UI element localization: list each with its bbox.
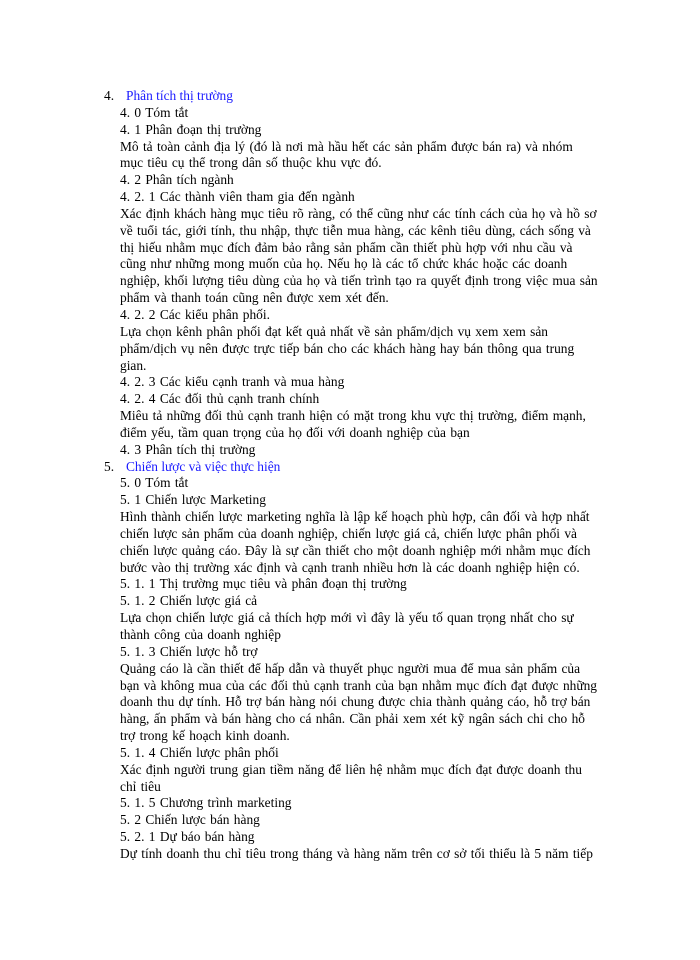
subheading: 5. 1. 5 Chương trình marketing	[120, 795, 292, 811]
paragraph: Mô tả toàn cảnh địa lý (đó là nơi mà hầu hết các sản phẩm được bán ra) và nhóm mục tiêu cụ thể trong dân số thuộc khu vực đó.	[120, 138, 573, 171]
subheading: 4. 2. 2 Các kiểu phân phối.	[120, 306, 270, 322]
section-heading-5	[104, 459, 604, 476]
subheading: 4. 2. 1 Các thành viên tham gia đến ngành	[120, 189, 355, 205]
subheading: 4. 2. 3 Các kiểu cạnh tranh và mua hàng	[120, 374, 345, 390]
subheading: 5. 2. 1 Dự báo bán hàng	[120, 829, 255, 845]
subheading: 4. 2. 4 Các đối thủ cạnh tranh chính	[120, 391, 320, 407]
paragraph: Dự tính doanh thu chỉ tiêu trong tháng và hàng năm trên cơ sở tối thiểu là 5 năm tiếp	[120, 845, 593, 861]
subheading: 4. 3 Phân tích thị trường	[120, 441, 256, 457]
paragraph: Lựa chọn kênh phân phối đạt kết quả nhất về sản phẩm/dịch vụ xem xem sản phẩm/dịch vụ nên được trực tiếp bán cho các khách hàng hay bán thông qua trung gian.	[120, 323, 575, 373]
section-title: Chiến lược và việc thực hiện	[126, 458, 281, 474]
subheading: 5. 1 Chiến lược Marketing	[120, 492, 266, 508]
paragraph: Xác định khách hàng mục tiêu rõ ràng, có thể cũng như các tính cách của họ và hồ sơ về tuổi tác, giới tính, thu nhập, thực tiễn mua hàng, các kênh tiêu dùng, cách sống và thị hiếu nhằm mục đích đảm bảo rằng sản phẩm cần thiết phù hợp với nhu cầu và cũng như những mong muốn của họ. Nếu họ là các tổ chức khác hoặc các doanh nghiệp, khối lượng tiêu dùng của họ và tiến trình tạo ra quyết định trong việc mua sản phẩm và thanh toán cũng nên được xem xét đến.	[120, 205, 598, 306]
paragraph: Miêu tả những đối thủ cạnh tranh hiện có mặt trong khu vực thị trường, điểm mạnh, điểm yếu, tầm quan trọng của họ đối với doanh nghiệp của bạn	[120, 408, 586, 440]
subheading: 5. 1. 4 Chiến lược phân phối	[120, 744, 279, 760]
subheading: 5. 1. 2 Chiến lược giá cả	[120, 593, 258, 609]
subheading: 4. 0 Tóm tắt	[120, 104, 189, 120]
subheading: 5. 2 Chiến lược bán hàng	[120, 812, 260, 828]
section-heading-4	[104, 88, 604, 105]
subheading: 5. 0 Tóm tắt	[120, 475, 189, 491]
paragraph: Lựa chọn chiến lược giá cả thích hợp mới vì đây là yếu tố quan trọng nhất cho sự thành công của doanh nghiệp	[120, 610, 574, 642]
section-title: Phân tích thị trường	[126, 88, 233, 103]
subheading: 5. 1. 1 Thị trường mục tiêu và phân đoạn thị trường	[120, 576, 407, 592]
subheading: 4. 2 Phân tích ngành	[120, 172, 234, 188]
paragraph: Xác định người trung gian tiềm năng để liên hệ nhằm mục đích đạt được doanh thu chỉ tiêu	[120, 761, 582, 794]
section-number: 4.	[104, 88, 115, 103]
section-number: 5.	[104, 458, 115, 474]
paragraph: Hình thành chiến lược marketing nghĩa là lập kế hoạch phù hợp, cân đối và hợp nhất chiến lược sản phẩm của doanh nghiệp, chiến lược giá cả, chiến lược phân phối và chiến lược quảng cáo. Đây là sự cần thiết cho một doanh nghiệp mới nhằm mục đích bước vào thị trường xác định và cạnh tranh nhiều hơn là các doanh nghiệp hiện có.	[120, 509, 591, 575]
paragraph: Quảng cáo là cần thiết để hấp dẫn và thuyết phục người mua để mua sản phẩm của bạn và không mua của các đối thủ cạnh tranh của bạn nhằm mục đích đạt được những doanh thu dự tính. Hỗ trợ bán hàng nói chung được chia thành quảng cáo, hỗ trợ bán hàng, ấn phẩm và bán hàng cho cá nhân. Cần phải xem xét kỹ ngân sách chi cho hỗ trợ trong kế hoạch kinh doanh.	[120, 660, 597, 744]
subheading: 4. 1 Phân đoạn thị trường	[120, 121, 262, 137]
document-content	[104, 88, 604, 863]
subheading: 5. 1. 3 Chiến lược hỗ trợ	[120, 643, 258, 659]
